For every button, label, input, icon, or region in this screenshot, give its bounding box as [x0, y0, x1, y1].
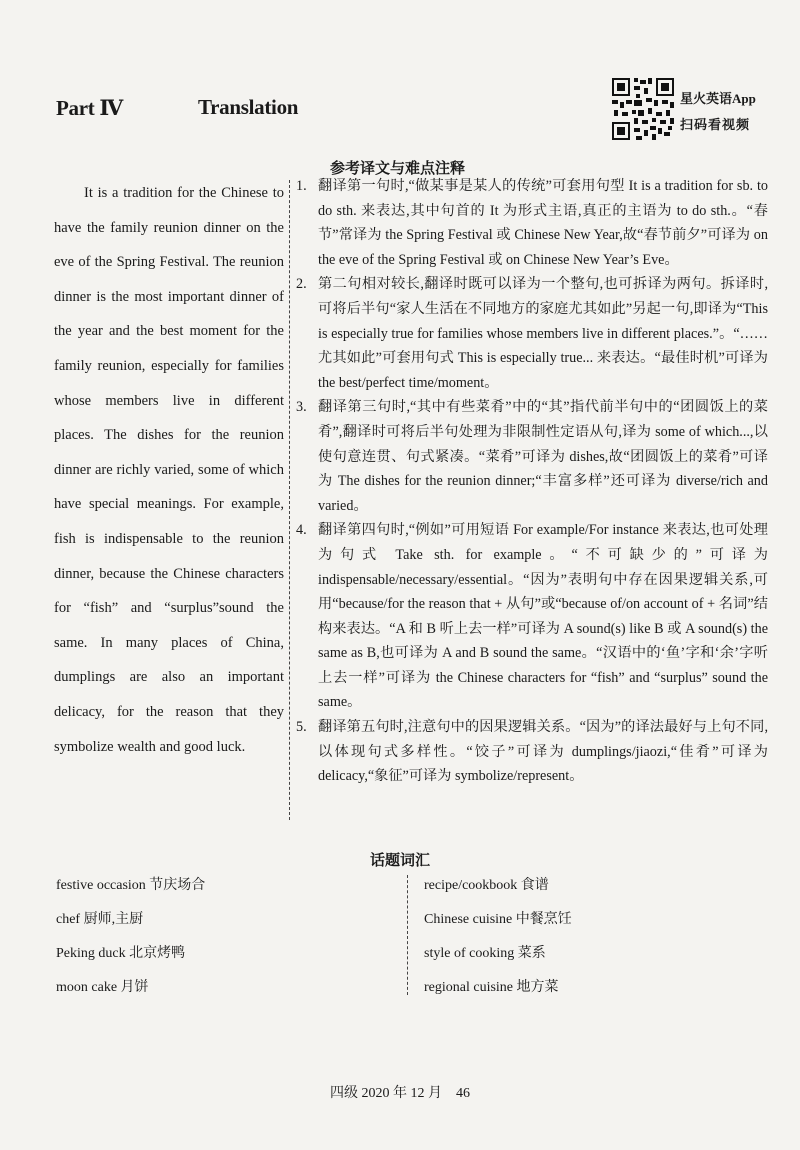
- note-number: 4.: [296, 522, 307, 539]
- notes-heading: 参考译文与难点注释: [329, 159, 465, 177]
- note-item: [296, 395, 768, 518]
- vocab-item: Peking duck 北京烤鸭: [56, 946, 186, 961]
- note-number: 3.: [296, 399, 307, 416]
- note-item: [296, 518, 768, 715]
- vocab-heading: 话题词汇: [369, 851, 430, 869]
- qr-promo: [610, 76, 770, 144]
- part-title: Translation: [198, 95, 299, 119]
- note-text: 翻译第一句时,“做某事是某人的传统”可套用句型 It is a tradition for sb. to do sth. 来表达,其中句首的 It 为形式主语,真正的主语为 to do sth.。“春节”常译为 the Spring Festival 或 Chinese New Year,故“春节前夕”可译为 on the eve of the Spring Festival 或 on Chinese New Year’s Eve。: [318, 178, 768, 268]
- vocab-item: style of cooking 菜系: [424, 946, 546, 961]
- vocab-list-left: [56, 872, 396, 1008]
- vocab-item: chef 厨师,主厨: [56, 912, 144, 927]
- note-item: [296, 715, 768, 789]
- vocab-item: festive occasion 节庆场合: [56, 878, 206, 893]
- notes-list: [296, 174, 768, 789]
- note-text: 第二句相对较长,翻译时既可以译为一个整句,也可拆译为两句。拆译时,可将后半句“家人生活在不同地方的家庭尤其如此”另起一句,即译为“This is especially true for families whose members live in different places.”。“……尤其如此”可套用句式 This is especially true... 来表达。“最佳时机”可译为 the best/perfect time/moment。: [318, 276, 768, 391]
- part-heading: [56, 95, 356, 129]
- note-number: 1.: [296, 178, 307, 194]
- note-text: 翻译第五句时,注意句中的因果逻辑关系。“因为”的译法最好与上句不同,以体现句式多样性。“饺子”可译为 dumplings/jiaozi,“佳肴”可译为 delicacy,“象征”可译为 symbolize/represent。: [318, 719, 768, 785]
- qr-code-icon[interactable]: [610, 76, 676, 142]
- note-text: 翻译第四句时,“例如”可用短语 For example/For instance 来表达,也可处理为句式 Take sth. for example。“不可缺少的”可译为 indispensable/necessary/essential。“因为”表明句中存在因果逻辑关系,可用“because/for the reason that + 从句”或“because of/on account of + 名词”结构来表达。“A 和 B 听上去一样”可译为 A sound(s) like B 或 A sound(s) the same as B,也可译为 A and B sound the same。“汉语中的‘鱼’字和‘余’字听上去一样”可译为 the Chinese characters for “fish” and “surplus” sound the same。: [318, 522, 768, 711]
- note-number: 5.: [296, 719, 307, 736]
- part-label: Part Ⅳ: [56, 96, 123, 120]
- note-text: 翻译第三句时,“其中有些菜肴”中的“其”指代前半句中的“团圆饭上的菜肴”,翻译时可将后半句处理为非限制性定语从句,译为 some of which...,以使句意连贯、句式紧凑。“菜肴”可译为 dishes,故“团圆饭上的菜肴”可译为 The dishes for the reunion dinner;“丰富多样”还可译为 diverse/rich and varied。: [318, 399, 768, 514]
- vocab-divider: [407, 875, 408, 995]
- qr-caption: 扫码看视频: [680, 117, 751, 132]
- page-footer: 四级 2020 年 12 月 46: [330, 1086, 470, 1101]
- vocab-item: moon cake 月饼: [56, 980, 149, 995]
- note-item: [296, 272, 768, 395]
- note-number: 2.: [296, 276, 307, 293]
- qr-app-name: 星火英语App: [680, 91, 756, 106]
- vocab-item: regional cuisine 地方菜: [424, 980, 559, 995]
- vocab-list-right: [424, 872, 764, 1008]
- vocab-item: Chinese cuisine 中餐烹饪: [424, 912, 572, 927]
- note-item: [296, 174, 768, 272]
- reference-translation: It is a tradition for the Chinese to have the family reunion dinner on the eve of the Spring Festival. The reunion dinner is the most important dinner of the year and the best moment for the family reunion, especially for families whose members live in different places. The dishes for the reunion dinner are richly varied, some of which have special meanings. For example, fish is indispensable to the reunion dinner, because the Chinese characters for “fish” and “surplus”sound the same. In many places of China, dumplings are also an important delicacy, for the reason that they symbolize wealth and good luck.: [54, 185, 284, 755]
- column-divider: [289, 180, 290, 820]
- vocab-item: recipe/cookbook 食谱: [424, 878, 549, 893]
